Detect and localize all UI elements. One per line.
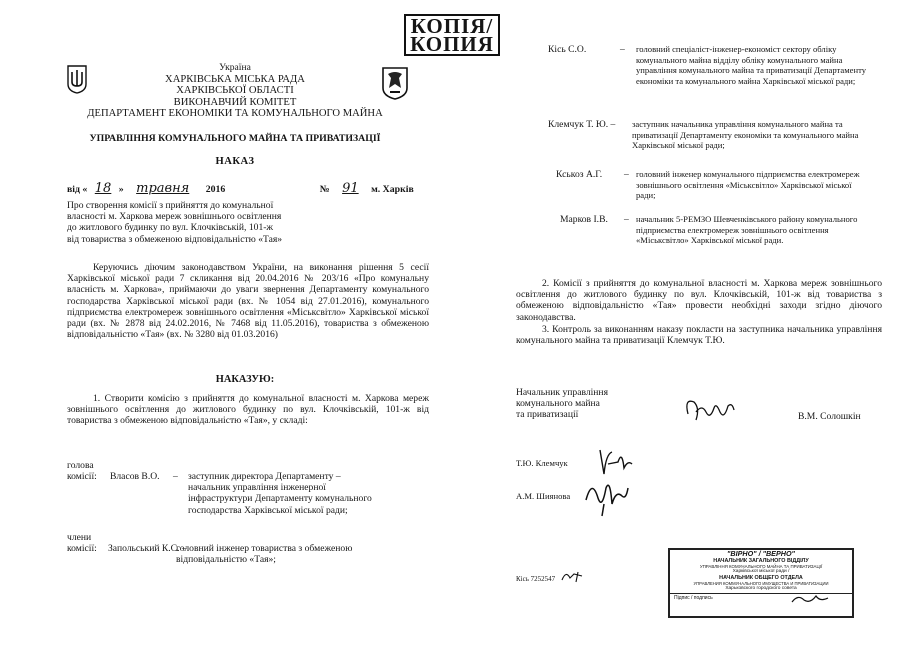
- item-3: 3. Контроль за виконанням наказу покласти на заступника начальника управління комунального майна та приватизації Клемчук Т.Ю.: [516, 324, 882, 347]
- preamble: Керуючись діючим законодавством України, на виконання рішення 5 сесії Харківської міської ради 7 скликання від 20.04.2016 № 203/16 «Про комунальну власність м. Харкова», приймаючи до уваги звернення Департаменту комунального господарства Харківської міської ради (вх. № 1054 від 27.01.2016), комунального підприємства електромереж зовнішнього освітлення «Міськсвітло» Харківської міської ради (вх. № 2878 від 24.02.2016, № 7468 від 11.05.2016), товариства з обмеженою відповідальністю «Тая» (вх. № 3280 від 01.03.2016): [67, 262, 429, 341]
- header-directorate: УПРАВЛІННЯ КОМУНАЛЬНОГО МАЙНА ТА ПРИВАТИЗАЦІЇ: [89, 133, 381, 144]
- member-name: Кісь С.О.: [548, 44, 587, 55]
- executor-initials: [560, 568, 590, 584]
- date-year: 2016: [205, 184, 226, 195]
- copy-stamp-line: КОПИЯ: [410, 32, 494, 56]
- member-role: заступник начальника управління комунального майна та приватизації Департаменту економіки та комунального майна Харківської міської ради;: [632, 119, 859, 151]
- handwritten-signature: [682, 394, 738, 428]
- subject-line: від товариства з обмеженою відповідальністю «Тая»: [67, 233, 283, 245]
- member-role: головний спеціаліст-інженер-економіст сектору обліку комунального майна відділу обліку комунального майна управління комунального майна та приватизації Департаменту економіки та комунального майна Харківської міської ради;: [636, 44, 867, 86]
- city: м. Харків: [371, 184, 414, 195]
- date-month: травня: [136, 181, 190, 196]
- item-2: 2. Комісії з прийняття до комунальної власності м. Харкова мереж зовнішнього освітлення до житлового будинку по вул. Клочківській, 101-ж від товариства з обмеженою відповідальністю «Тая» провести необхідні заходи згідно діючого законодавства.: [516, 278, 882, 323]
- commission-members-label: [67, 532, 107, 554]
- subject-line: Про створення комісії з прийняття до комунальної: [67, 200, 274, 211]
- subject-line: власності м. Харкова мереж зовнішнього освітлення: [67, 211, 282, 223]
- header-country: Україна: [219, 62, 251, 73]
- commission-head-role: заступник директора Департаменту – начальник управління інженерної інфраструктури Департаменту комунального господарства Харківської міської ради;: [188, 471, 372, 516]
- dash: –: [624, 169, 629, 180]
- signatory-title-line: та приватизації: [516, 409, 579, 421]
- head-label-line: комісії:: [67, 471, 97, 483]
- commission-head-label: [67, 460, 107, 482]
- number-label: №: [319, 184, 330, 195]
- header-committee: ВИКОНАВЧИЙ КОМІТЕТ: [173, 96, 297, 108]
- stamp-line: "ВІРНО" / "ВЕРНО": [727, 549, 795, 558]
- dash: –: [624, 214, 629, 225]
- approval-name: Т.Ю. Клемчук: [516, 458, 568, 468]
- member-name: Марков І.В.: [560, 214, 608, 225]
- dash: –: [620, 44, 625, 55]
- member-name: Запольський К.С. –: [108, 543, 187, 554]
- member-role: головний інженер товариства з обмеженою відповідальністю «Тая»;: [176, 543, 353, 566]
- stamp-line: УПРАВЛЕНИЯ КОММУНАЛЬНОГО ИМУЩЕСТВА И ПРИВАТИЗАЦИИ: [693, 581, 829, 586]
- commission-head-name: Власов В.О.: [110, 471, 160, 482]
- signatory-title: [516, 387, 656, 421]
- stamp-signature: [790, 592, 830, 606]
- members-label-line: комісії:: [67, 543, 97, 555]
- member-name: Клемчук Т. Ю. –: [548, 119, 616, 130]
- order-subject: [67, 200, 347, 245]
- date-prefix: від «: [67, 184, 88, 195]
- stamp-signature-row: [670, 593, 852, 603]
- header-department: ДЕПАРТАМЕНТ ЕКОНОМІКИ ТА КОМУНАЛЬНОГО МАЙНА: [87, 108, 383, 119]
- right-page: [450, 0, 906, 646]
- copy-stamp-line: КОПІЯ/: [410, 14, 494, 38]
- approval-name: А.М. Шиянова: [516, 491, 571, 501]
- stamp-line: Харьковского городского совета: [725, 586, 797, 592]
- date-day: 18: [94, 181, 112, 196]
- order-number: 91: [342, 181, 359, 196]
- head-label-line: голова: [67, 460, 94, 471]
- signatory-title-line: Начальник управління: [516, 387, 608, 398]
- stamp-line: НАЧАЛЬНИК ЗАГАЛЬНОГО ВІДДІЛУ: [713, 558, 809, 564]
- item-1: 1. Створити комісію з прийняття до комунальної власності м. Харкова мереж зовнішнього освітлення до житлового будинку по вул. Клочківській, 101-ж від товариства з обмеженою відповідальністю «Тая», у складі:: [67, 393, 429, 427]
- dash: –: [173, 471, 178, 482]
- member-role: головний інженер комунального підприємства електромереж зовнішнього освітлення «Міськсвітло» Харківської міської ради;: [636, 169, 860, 201]
- header-oblast: ХАРКІВСЬКОЇ ОБЛАСТІ: [176, 85, 294, 96]
- members-label-line: члени: [67, 532, 92, 543]
- executor-reference: Кісь 7252547: [516, 575, 556, 583]
- stamp-line: Харківської міської ради /: [732, 569, 790, 575]
- stamp-line: Підпис / подпись: [674, 595, 713, 601]
- date-line: [67, 181, 427, 196]
- stamp-line: УПРАВЛІННЯ КОМУНАЛЬНОГО МАЙНА ТА ПРИВАТИЗАЦІЇ: [699, 564, 823, 569]
- member-name: Кськоз А.Г.: [556, 169, 603, 180]
- order-heading: НАКАЗУЮ:: [215, 374, 275, 385]
- signatory-name: В.М. Солошкін: [798, 411, 861, 422]
- subject-line: до житлового будинку по вул. Клочківській, 101-ж: [67, 222, 274, 234]
- stamp-line: НАЧАЛЬНИК ОБЩЕГО ОТДЕЛА: [719, 575, 803, 581]
- approval-signature: [582, 474, 632, 518]
- doc-type: НАКАЗ: [215, 156, 255, 167]
- date-mid: »: [118, 184, 124, 195]
- signatory-title-line: комунального майна: [516, 398, 600, 410]
- true-copy-stamp: [668, 548, 854, 618]
- document-header: [80, 62, 390, 120]
- header-council: ХАРКІВСЬКА МІСЬКА РАДА: [165, 73, 305, 85]
- member-role: начальник 5-РЕМЗО Шевченківського району комунального підприємства електромереж зовнішнього освітлення «Міськсвітло» Харківської міської ради.: [636, 214, 858, 246]
